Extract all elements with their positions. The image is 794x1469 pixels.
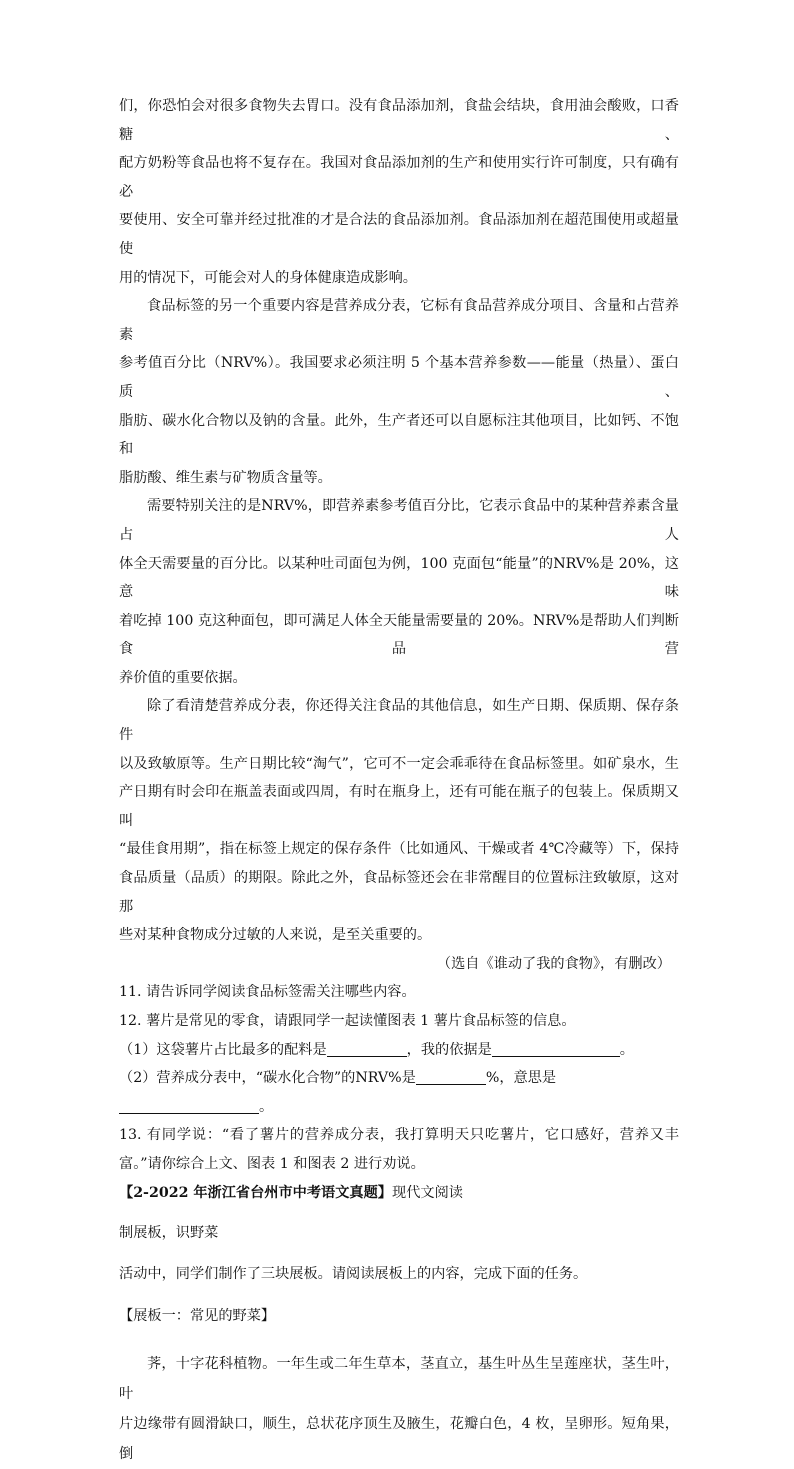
text-line: 养价值的重要依据。 — [119, 669, 247, 686]
answer-blank[interactable] — [416, 1068, 486, 1085]
source-citation: （选自《谁动了我的食物》，有删改） — [436, 955, 671, 972]
answer-blank[interactable] — [327, 1040, 407, 1057]
text-line: 以及致敏原等。生产日期比较“淘气”，它可不一定会乖乖待在食品标签里。如矿泉水，生 — [119, 755, 679, 772]
question-text: 。 — [619, 1041, 634, 1058]
text-line: 富。”请你综合上文、图表 1 和图表 2 进行劝说。 — [119, 1155, 425, 1172]
question-12-part-2-cont — [119, 1093, 679, 1122]
answer-blank[interactable] — [119, 1097, 259, 1114]
text-line: 需要特别关注的是NRV%，即营养素参考值百分比，它表示食品中的某种营养素含量占人 — [119, 498, 679, 543]
text-line: 参考值百分比（NRV%）。我国要求必须注明 5 个基本营养参数——能量（热量）、蛋白质、 — [119, 355, 679, 400]
section-source: 【2-2022 年浙江省台州市中考语文真题】 — [119, 1184, 392, 1201]
text-line: 些对某种食物成分过敏的人来说，是至关重要的。 — [119, 927, 432, 944]
text-line: 脂肪、碳水化合物以及钠的含量。此外，生产者还可以自愿标注其他项目，比如钙、不饱和 — [119, 412, 679, 458]
paragraph-nutrition-table — [119, 292, 679, 492]
question-12-part-1 — [119, 1036, 679, 1065]
text-line: 用的情况下，可能会对人的身体健康造成影响。 — [119, 269, 417, 286]
article-title: 制展板，识野菜 — [119, 1225, 219, 1242]
paragraph-food-additives — [119, 92, 679, 292]
question-text: 。 — [259, 1098, 274, 1115]
text-line: 体全天需要量的百分比。以某种吐司面包为例，100 克面包“能量”的NRV%是 20%，这意味 — [119, 555, 679, 601]
text-line: 脂肪酸、维生素与矿物质含量等。 — [119, 469, 332, 486]
text-line: 片边缘带有圆滑缺口，顺生，总状花序顶生及腋生，花瓣白色，4 枚，呈卵形。短角果，倒 — [119, 1415, 679, 1462]
paragraph-shepherds-purse — [119, 1349, 679, 1469]
text-line: 荠，十字花科植物。一年生或二年生草本，茎直立，基生叶丛生呈莲座状，茎生叶，叶 — [119, 1355, 679, 1402]
text-line: 食品质量（品质）的期限。除此之外，食品标签还会在非常醒目的位置标注致敏原，这对那 — [119, 870, 679, 915]
section-heading — [119, 1179, 679, 1208]
text-line: 要使用、安全可靠并经过批准的才是合法的食品添加剂。食品添加剂在超范围使用或超量使 — [119, 212, 679, 257]
text-line: 配方奶粉等食品也将不复存在。我国对食品添加剂的生产和使用实行许可制度，只有确有必 — [119, 155, 679, 200]
paragraph-nrv — [119, 492, 679, 692]
answer-blank[interactable] — [492, 1040, 620, 1057]
text-line: 着吃掉 100 克这种面包，即可满足人体全天能量需要量的 20%。NRV%是帮助人们判断食品营 — [119, 612, 679, 658]
text-line: 13. 有同学说：“看了薯片的营养成分表，我打算明天只吃薯片，它口感好，营养又丰 — [119, 1127, 679, 1144]
question-11: 11. 请告诉同学阅读食品标签需关注哪些内容。 — [119, 984, 416, 1001]
section-type: 现代文阅读 — [392, 1184, 463, 1201]
text-line: 产日期有时会印在瓶盖表面或四周，有时在瓶身上，还有可能在瓶子的包装上。保质期又叫 — [119, 784, 679, 829]
activity-intro: 活动中，同学们制作了三块展板。请阅读展板上的内容，完成下面的任务。 — [119, 1265, 588, 1282]
question-text: ，我的依据是 — [406, 1041, 492, 1058]
text-line: 们，你恐怕会对很多食物失去胃口。没有食品添加剂，食盐会结块，食用油会酸败，口香糖、 — [119, 98, 679, 143]
document-body — [119, 92, 679, 1469]
question-12-part-2 — [119, 1064, 679, 1093]
question-text: （1）这袋薯片占比最多的配料是 — [119, 1041, 327, 1058]
question-text: （2）营养成分表中，“碳水化合物”的NRV%是 — [119, 1070, 416, 1087]
text-line: 除了看清楚营养成分表，你还得关注食品的其他信息，如生产日期、保质期、保存条件 — [119, 698, 679, 744]
question-13 — [119, 1121, 679, 1178]
text-line: “最佳食用期”，指在标签上规定的保存条件（比如通风、干燥或者 4℃冷藏等）下，保持 — [119, 841, 679, 858]
paragraph-other-info — [119, 692, 679, 949]
board-one-heading: 【展板一：常见的野菜】 — [119, 1308, 276, 1325]
text-line: 食品标签的另一个重要内容是营养成分表，它标有食品营养成分项目、含量和占营养素 — [119, 298, 679, 343]
question-12: 12. 薯片是常见的零食，请跟同学一起读懂图表 1 薯片食品标签的信息。 — [119, 1013, 576, 1029]
question-text: %，意思是 — [485, 1070, 557, 1087]
